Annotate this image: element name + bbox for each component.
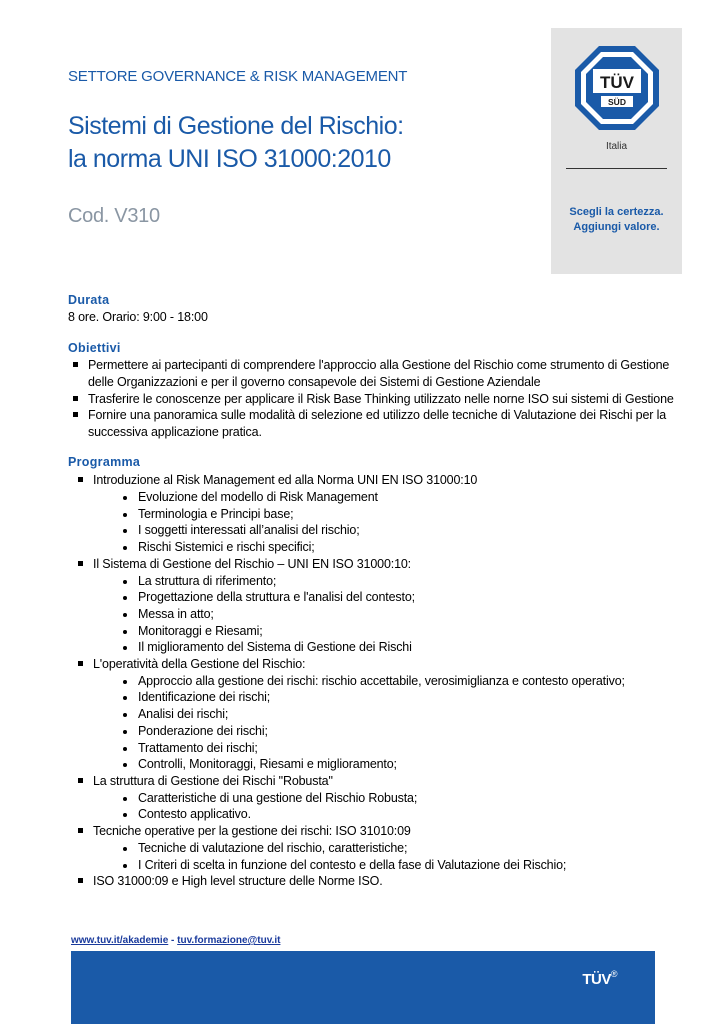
program-sublist [68, 790, 678, 823]
objectives-list [68, 357, 678, 441]
email-link[interactable]: tuv.formazione@tuv.it [177, 935, 281, 946]
footer-brand-text: TÜV [582, 971, 611, 988]
footer-brand [582, 971, 617, 988]
program-list [68, 472, 678, 890]
program-item [68, 823, 678, 873]
program-item-label: L'operatività della Gestione del Rischio: [68, 656, 678, 673]
logo-text-top: TÜV [600, 73, 634, 92]
program-item-label: Tecniche operative per la gestione dei rischi: ISO 31010:09 [68, 823, 678, 840]
footer-links [71, 935, 280, 946]
program-item [68, 656, 678, 773]
program-item [68, 472, 678, 556]
registered-mark: ® [610, 969, 617, 979]
tuv-sud-logo-icon [573, 44, 661, 132]
objectives-heading: Obiettivi [68, 341, 121, 356]
objective-item: Trasferire le conoscenze per applicare il Risk Base Thinking utilizzato nelle norne ISO sui sistemi di Gestione [68, 391, 678, 408]
program-item-label: La struttura di Gestione dei Rischi "Robusta" [68, 773, 678, 790]
program-heading: Programma [68, 454, 141, 469]
program-item-label: Introduzione al Risk Management ed alla Norma UNI EN ISO 31000:10 [68, 472, 678, 489]
program-subitem: Approccio alla gestione dei rischi: rischio accettabile, verosimiglianza e contesto operativo; [68, 673, 678, 690]
website-link[interactable]: www.tuv.it/akademie [71, 935, 169, 946]
program-subitem: Identificazione dei rischi; [68, 689, 678, 706]
sector-label: SETTORE GOVERNANCE & RISK MANAGEMENT [68, 68, 408, 85]
program-sublist [68, 489, 678, 556]
program-subitem: Evoluzione del modello di Risk Management [68, 489, 678, 506]
program-sublist [68, 673, 678, 773]
program-subitem: Contesto applicativo. [68, 806, 678, 823]
program-item-label: ISO 31000:09 e High level structure delle Norme ISO. [68, 873, 678, 890]
program-subitem: Messa in atto; [68, 606, 678, 623]
program-subitem: Monitoraggi e Riesami; [68, 623, 678, 640]
program-sublist [68, 573, 678, 657]
brand-panel [551, 28, 682, 274]
page-title [68, 110, 404, 176]
course-code: Cod. V310 [68, 205, 160, 227]
brand-tagline [551, 205, 682, 235]
program-item [68, 556, 678, 656]
objective-item: Fornire una panoramica sulle modalità di selezione ed utilizzo delle tecniche di Valutazione dei Rischi per la successiva applicazione pratica. [68, 407, 678, 440]
program-subitem: Ponderazione dei rischi; [68, 723, 678, 740]
brand-country: Italia [605, 141, 628, 152]
program-subitem: Caratteristiche di una gestione del Rischio Robusta; [68, 790, 678, 807]
program-subitem: Analisi dei rischi; [68, 706, 678, 723]
program-subitem: Progettazione della struttura e l'analisi del contesto; [68, 589, 678, 606]
brand-tagline-2: Aggiungi valore. [573, 221, 660, 233]
footer-separator: - [168, 935, 178, 946]
program-subitem: Trattamento dei rischi; [68, 740, 678, 757]
duration-heading: Durata [68, 293, 110, 307]
objective-item: Permettere ai partecipanti di comprendere l'approccio alla Gestione del Rischio come strumento di Gestione delle Organizzazioni e per il governo consapevole dei Sistemi di Gestione Aziendale [68, 357, 678, 390]
brand-tagline-1: Scegli la certezza. [569, 206, 664, 218]
logo-text-bottom: SÜD [608, 97, 626, 107]
title-line-2: la norma UNI ISO 31000:2010 [68, 145, 391, 173]
program-subitem: Rischi Sistemici e rischi specifici; [68, 539, 678, 556]
duration-text: 8 ore. Orario: 9:00 - 18:00 [68, 309, 208, 324]
program-subitem: I Criteri di scelta in funzione del contesto e della fase di Valutazione dei Rischio; [68, 857, 678, 874]
program-subitem: Tecniche di valutazione del rischio, caratteristiche; [68, 840, 678, 857]
program-subitem: Terminologia e Principi base; [68, 506, 678, 523]
program-subitem: Il miglioramento del Sistema di Gestione dei Rischi [68, 639, 678, 656]
program-item-label: Il Sistema di Gestione del Rischio – UNI EN ISO 31000:10: [68, 556, 678, 573]
program-item [68, 873, 678, 890]
brand-divider [566, 168, 667, 169]
title-line-1: Sistemi di Gestione del Rischio: [68, 112, 404, 140]
program-sublist [68, 840, 678, 873]
program-item [68, 773, 678, 823]
program-subitem: I soggetti interessati all’analisi del rischio; [68, 522, 678, 539]
footer-bar [71, 951, 655, 1024]
program-subitem: Controlli, Monitoraggi, Riesami e miglioramento; [68, 756, 678, 773]
program-subitem: La struttura di riferimento; [68, 573, 678, 590]
course-content [68, 292, 678, 890]
